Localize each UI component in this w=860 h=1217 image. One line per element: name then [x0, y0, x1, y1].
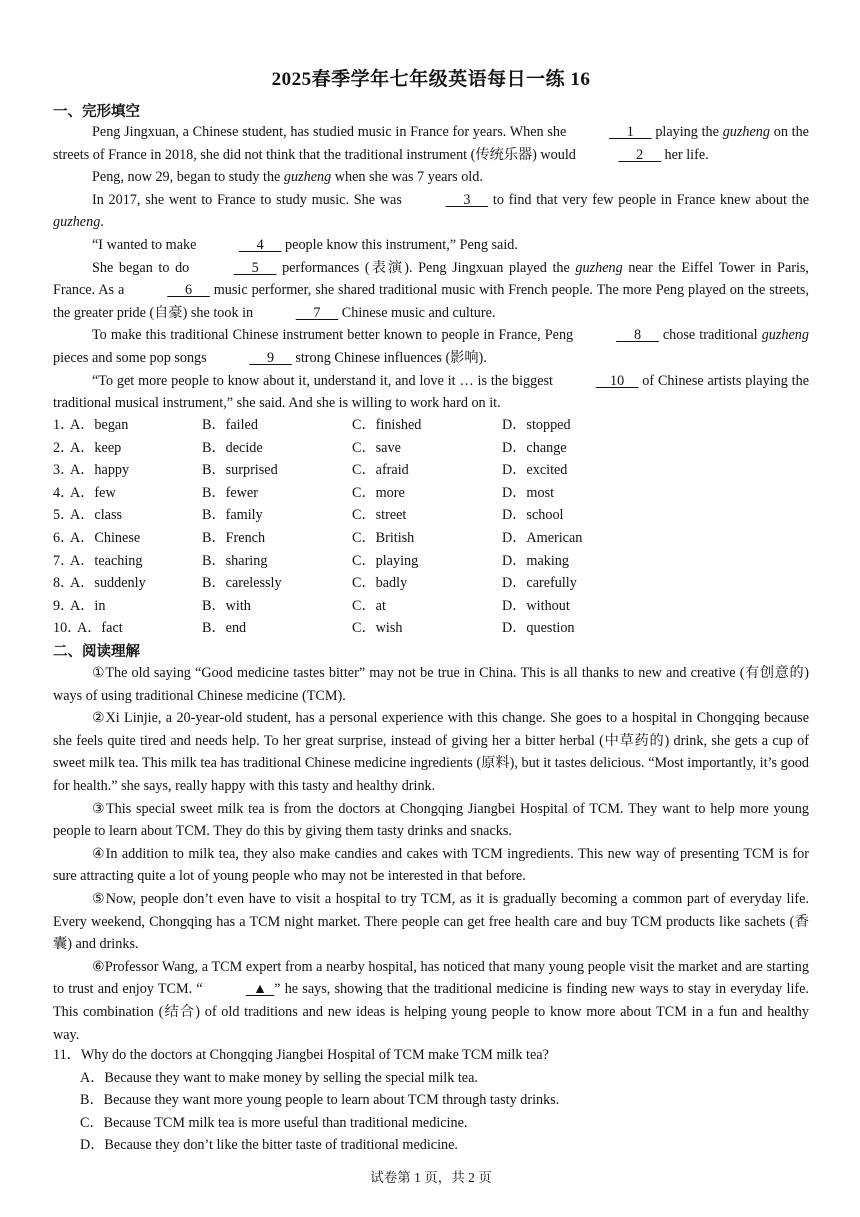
blank-2[interactable]: 2 — [618, 146, 661, 163]
reading-paragraph: ②Xi Linjie, a 20-year-old student, has a personal experience with this change. She goes to a hospital in Chongqing because she feels quite tired and needs help. To her great surprise, instead of giving her a bitter herbal (中草药的) drink, she gets a cup of sweet milk tea. This milk tea has traditional Chinese medicine ingredients (原料), but it tastes delicious. “Most importantly, it’s good for health.” she says, really happy with this tasty and healthy drink. — [53, 710, 809, 794]
option-d[interactable]: D．excited — [502, 462, 568, 479]
italic-term: guzheng — [53, 214, 101, 231]
cloze-passage — [53, 121, 809, 415]
option-row — [53, 572, 809, 595]
question-number: 6． — [53, 529, 75, 546]
cloze-paragraph: Peng, now 29, began to study the guzheng when she was 7 years old. — [92, 169, 483, 186]
question-11 — [53, 1044, 809, 1157]
italic-term: guzheng — [283, 169, 332, 186]
option-d[interactable]: D．making — [502, 552, 569, 569]
reading-passage — [53, 662, 809, 1046]
option-c[interactable]: C．wish — [352, 620, 403, 637]
blank-6[interactable]: 6 — [167, 282, 210, 299]
reading-paragraph: ⑤Now, people don’t even have to visit a hospital to try TCM, as it is gradually becoming a common part of everyday life. Every weekend, Chongqing has a TCM night market. There people can get free health care and buy TCM products like sachets (香囊) and drinks. — [53, 890, 809, 953]
reading-paragraph: ⑥Professor Wang, a TCM expert from a nearby hospital, has noticed that many young people visit the market and are starting to trust and enjoy TCM. “ ▲ ” he says, showing that the traditional medicine is finding new ways to stay in everyday life. This combination (结合) of old traditions and new ideas is helping young people to know more about TCM in a fun and healthy way. — [53, 958, 809, 1043]
option-row — [53, 437, 809, 460]
choice-c[interactable]: C．Because TCM milk tea is more useful than traditional medicine. — [80, 1114, 468, 1131]
option-a[interactable]: A．keep — [70, 439, 122, 456]
choice-b[interactable]: B．Because they want more young people to learn about TCM through tasty drinks. — [80, 1092, 560, 1109]
option-d[interactable]: D．school — [502, 507, 564, 524]
option-row — [53, 527, 809, 550]
option-c[interactable]: C．British — [352, 529, 415, 546]
italic-term: guzheng — [722, 124, 770, 140]
option-a[interactable]: A．Chinese — [70, 529, 141, 546]
option-c[interactable]: C．finished — [352, 417, 422, 433]
option-b[interactable]: B．decide — [202, 439, 263, 456]
section1-heading: 一、完形填空 — [53, 104, 140, 120]
option-b[interactable]: B．carelessly — [202, 575, 282, 592]
option-a[interactable]: A．few — [70, 484, 116, 501]
option-d[interactable]: D．question — [502, 620, 575, 637]
page-footer: 试卷第 1 页，共 2 页 — [370, 1170, 492, 1185]
option-row — [53, 459, 809, 482]
option-a[interactable]: A．class — [70, 507, 123, 524]
option-a[interactable]: A．fact — [77, 620, 123, 637]
option-c[interactable]: C．afraid — [352, 462, 409, 479]
blank-1[interactable]: 1 — [609, 124, 652, 140]
cloze-paragraph: “To get more people to know about it, understand it, and love it … is the biggest 10 of Chinese artists playing the traditional musical instrument,” she said. And she is willing to work hard on it. — [53, 370, 809, 415]
cloze-paragraph: She began to do 5 performances (表演). Peng Jingxuan played the guzheng near the Eiffel Tower in Paris, France. As a 6 music performer, she shared traditional music with French people. The more Peng played on the streets, the greater pride (自豪) she took in 7 Chinese music and culture. — [53, 257, 809, 325]
option-row — [53, 595, 809, 618]
option-c[interactable]: C．street — [352, 507, 407, 524]
option-b[interactable]: B．with — [202, 597, 251, 614]
option-d[interactable]: D．most — [502, 484, 555, 501]
page-title: 2025春季学年七年级英语每日一练 16 — [271, 69, 591, 90]
cloze-paragraph: To make this traditional Chinese instrument better known to people in France, Peng 8 chose traditional guzheng pieces and some pop songs 9 strong Chinese influences (影响). — [53, 324, 809, 369]
blank-9[interactable]: 9 — [249, 349, 292, 366]
question-number: 1． — [53, 417, 75, 433]
option-d[interactable]: D．change — [502, 439, 567, 456]
italic-term: guzheng — [575, 259, 623, 276]
option-row — [53, 414, 809, 437]
question-number: 9． — [53, 597, 75, 614]
reading-paragraph: ④In addition to milk tea, they also make candies and cakes with TCM ingredients. This new way of presenting TCM is for sure attracting quite a lot of young people who may not be interested in that before. — [53, 845, 809, 885]
option-b[interactable]: B．surprised — [202, 462, 278, 479]
option-row — [53, 482, 809, 505]
option-b[interactable]: B．family — [202, 507, 263, 524]
option-d[interactable]: D．American — [502, 529, 583, 546]
option-d[interactable]: D．without — [502, 597, 570, 614]
option-row — [53, 617, 809, 640]
option-b[interactable]: B．fewer — [202, 484, 258, 501]
option-c[interactable]: C．playing — [352, 552, 419, 569]
italic-term: guzheng — [761, 327, 809, 344]
option-b[interactable]: B．French — [202, 529, 266, 546]
question-number: 10． — [53, 620, 82, 637]
option-c[interactable]: C．badly — [352, 575, 408, 592]
option-a[interactable]: A．began — [70, 417, 129, 433]
option-d[interactable]: D．carefully — [502, 575, 577, 592]
option-a[interactable]: A．in — [70, 597, 106, 614]
section2-heading: 二、阅读理解 — [53, 644, 140, 660]
option-a[interactable]: A．happy — [70, 462, 130, 479]
blank-3[interactable]: 3 — [445, 191, 489, 208]
cloze-paragraph: “I wanted to make 4 people know this instrument,” Peng said. — [53, 234, 809, 257]
option-b[interactable]: B．end — [202, 620, 247, 637]
reading-paragraph: ③This special sweet milk tea is from the doctors at Chongqing Jiangbei Hospital of TCM. They want to help more young people to learn about TCM. They do this by giving them tasty drinks and snacks. — [53, 800, 809, 840]
option-a[interactable]: A．teaching — [70, 552, 143, 569]
blank-10[interactable]: 10 — [595, 372, 639, 389]
blank-8[interactable]: 8 — [616, 327, 659, 344]
choice-a[interactable]: A．Because they want to make money by selling the special milk tea. — [80, 1069, 478, 1086]
choice-d[interactable]: D．Because they don’t like the bitter taste of traditional medicine. — [80, 1137, 458, 1154]
question-number: 8． — [53, 575, 75, 592]
question-number: 3． — [53, 462, 75, 479]
blank-7[interactable]: 7 — [295, 304, 339, 321]
question-number: 4． — [53, 484, 75, 501]
option-c[interactable]: C．save — [352, 439, 401, 456]
option-b[interactable]: B．sharing — [202, 552, 268, 569]
option-a[interactable]: A．suddenly — [70, 575, 146, 592]
cloze-paragraph: In 2017, she went to France to study music. She was 3 to find that very few people in France knew about the guzheng. — [53, 189, 809, 234]
question-number: 5． — [53, 507, 75, 524]
option-c[interactable]: C．at — [352, 597, 386, 614]
question-number: 7． — [53, 552, 75, 569]
option-row — [53, 550, 809, 573]
option-c[interactable]: C．more — [352, 484, 405, 501]
blank-5[interactable]: 5 — [233, 259, 277, 276]
blank-4[interactable]: 4 — [238, 236, 282, 253]
question-number: 2． — [53, 439, 75, 456]
option-b[interactable]: B．failed — [202, 417, 258, 433]
option-row — [53, 504, 809, 527]
cloze-paragraph: Peng Jingxuan, a Chinese student, has studied music in France for years. When she 1 playing the guzheng on the streets of France in 2018, she did not think that the traditional instrument (传统乐器) would 2 her life. — [53, 121, 809, 166]
question-stem: 11．Why do the doctors at Chongqing Jiangbei Hospital of TCM make TCM milk tea? — [53, 1047, 549, 1063]
option-d[interactable]: D．stopped — [502, 417, 571, 433]
reading-paragraph: ①The old saying “Good medicine tastes bitter” may not be true in China. This is all thanks to new and creative (有创意的) ways of using traditional Chinese medicine (TCM). — [53, 665, 809, 704]
cloze-options — [53, 414, 809, 640]
answer-blank[interactable]: ▲ — [245, 981, 275, 998]
